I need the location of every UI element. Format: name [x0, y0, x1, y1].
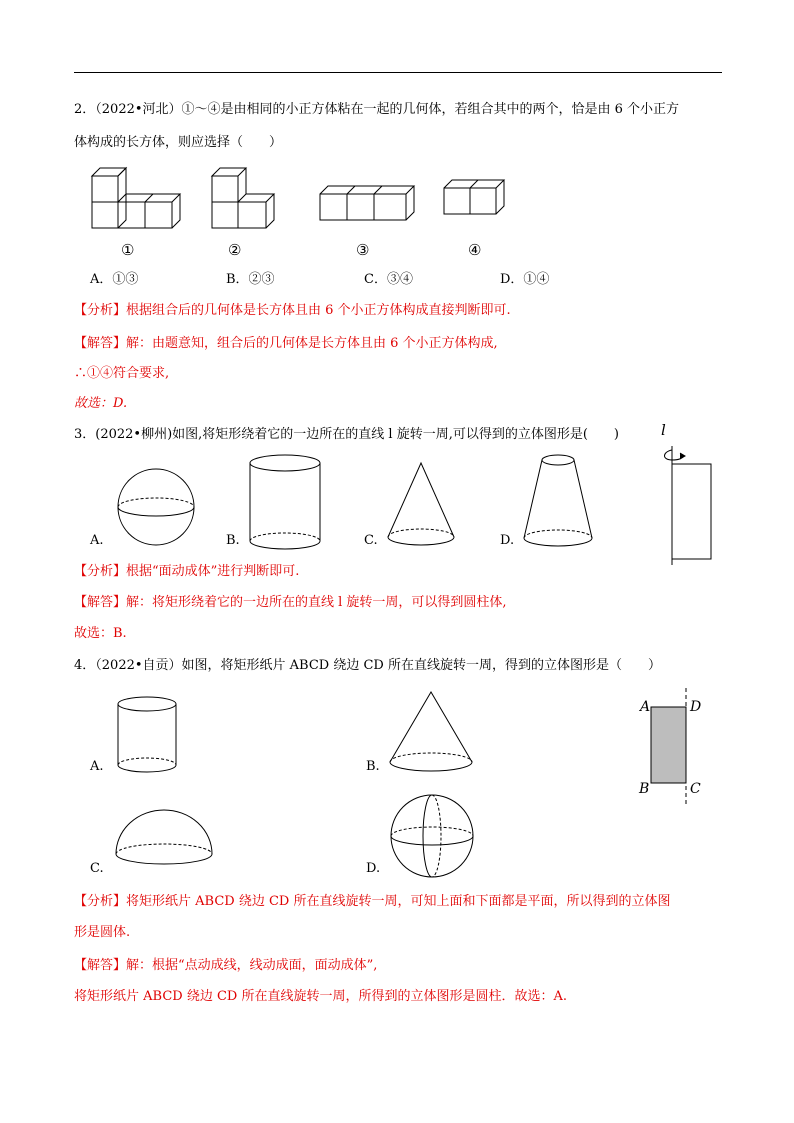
q3-axis-label: l — [661, 421, 666, 439]
q4-vertex-c: C — [690, 781, 701, 797]
header-rule — [74, 72, 722, 73]
q2-option-c: C．③④ — [364, 272, 413, 287]
q2-figure-3 — [318, 182, 418, 222]
q3-option-d: D. — [500, 533, 515, 548]
q2-figure-4 — [442, 176, 508, 216]
q4-analysis-line2: 形是圆体. — [74, 925, 131, 940]
q2-answer: 故选：D. — [74, 396, 128, 411]
q4-cone — [386, 690, 476, 776]
q4-option-a: A. — [90, 759, 104, 774]
q2-stem-line1: 2．（2022•河北）①～④是由相同的小正方体粘在一起的几何体，若组合其中的两个，恰是由 6 个小正方 — [74, 102, 680, 117]
q2-figure-label-1: ① — [121, 241, 135, 259]
q3-solution: 【解答】解：将矩形绕着它的一边所在的直线 l 旋转一周，可以得到圆柱体, — [74, 595, 507, 610]
q2-option-d: D．①④ — [500, 272, 550, 287]
q3-analysis: 【分析】根据“面动成体”进行判断即可. — [74, 564, 300, 579]
q2-solution-line2: ∴①④符合要求, — [74, 366, 170, 381]
q2-solution-line1: 【解答】解：由题意知，组合后的几何体是长方体且由 6 个小正方体构成, — [74, 336, 498, 351]
q4-vertex-b: B — [639, 781, 650, 797]
q4-analysis-line1: 【分析】将矩形纸片 ABCD 绕边 CD 所在直线旋转一周，可知上面和下面都是平面，所以得到的立体图 — [74, 894, 671, 909]
q2-stem-line2: 体构成的长方体，则应选择（ ） — [74, 135, 283, 150]
q4-option-d: D. — [366, 861, 381, 876]
q2-figure-label-4: ④ — [468, 241, 482, 259]
q4-sphere — [388, 792, 476, 880]
q3-frustum — [520, 452, 596, 552]
q3-option-c: C. — [364, 533, 378, 548]
q2-figure-2 — [210, 164, 280, 230]
q2-option-b: B．②③ — [226, 272, 275, 287]
q4-stem: 4．（2022•自贡）如图，将矩形纸片 ABCD 绕边 CD 所在直线旋转一周，得到的立体图形是（ ） — [74, 658, 661, 673]
q3-cylinder — [246, 453, 324, 553]
q4-cylinder — [114, 695, 184, 777]
q4-option-c: C. — [90, 861, 104, 876]
q4-solution-line1: 【解答】解：根据“点动成线，线动成面，面动成体”, — [74, 958, 378, 973]
q2-figure-label-2: ② — [228, 241, 242, 259]
q2-figure-label-3: ③ — [356, 241, 370, 259]
q3-cone — [384, 461, 458, 551]
q3-option-b: B. — [226, 533, 240, 548]
q3-sphere — [115, 466, 197, 548]
q2-analysis: 【分析】根据组合后的几何体是长方体且由 6 个小正方体构成直接判断即可. — [74, 303, 511, 318]
q2-option-a: A．①③ — [90, 272, 139, 287]
q3-option-a: A. — [90, 533, 104, 548]
q3-rectangle-rotation-figure — [658, 422, 718, 568]
q4-option-b: B. — [366, 759, 380, 774]
q3-answer: 故选：B. — [74, 626, 127, 641]
q2-figure-1 — [90, 164, 190, 230]
q3-stem: 3．(2022•柳州)如图,将矩形绕着它的一边所在的直线 l 旋转一周,可以得到的立体图形是( ) — [74, 427, 619, 442]
q4-vertex-d: D — [690, 699, 702, 715]
q4-vertex-a: A — [640, 699, 651, 715]
q4-solution-line2: 将矩形纸片 ABCD 绕边 CD 所在直线旋转一周，所得到的立体图形是圆柱．故选：A. — [74, 989, 567, 1004]
q4-hemisphere — [112, 808, 216, 870]
